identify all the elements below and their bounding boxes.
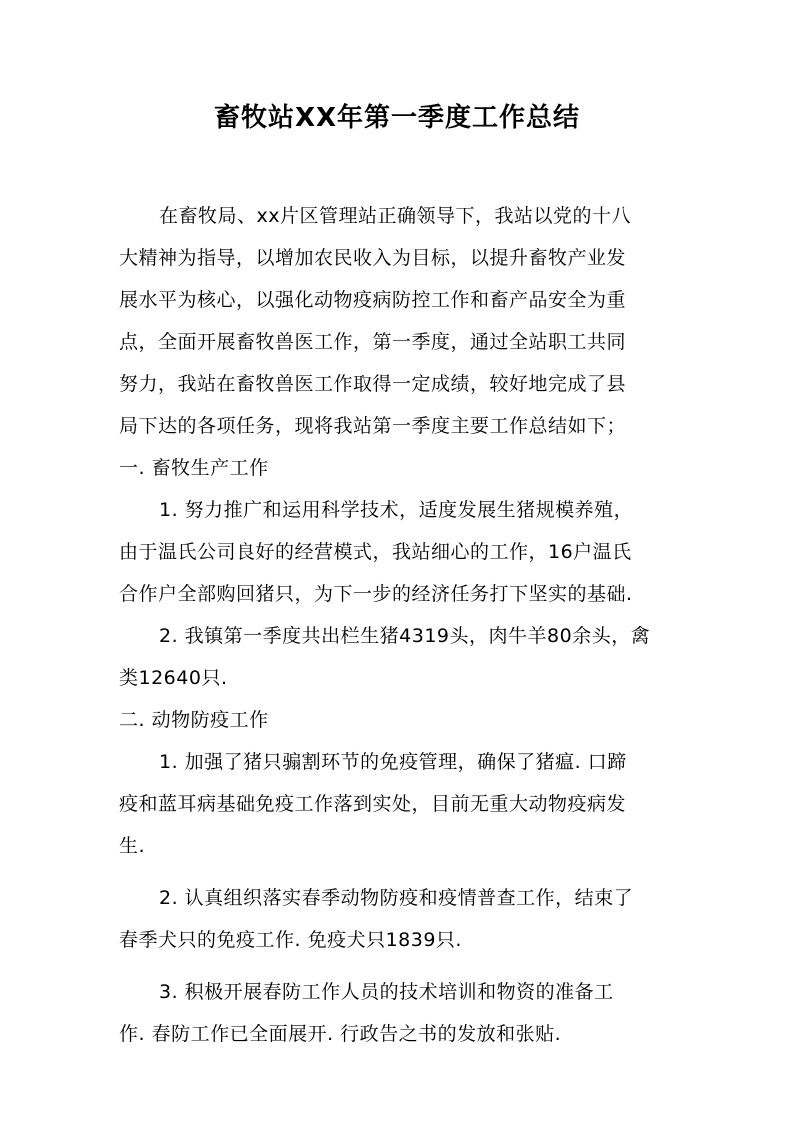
paragraph-line: 大精神为指导，以增加农民收入为目标，以提升畜牧产业发	[119, 247, 627, 269]
document-body	[119, 195, 691, 1055]
document-title: 畜牧站XX年第一季度工作总结	[213, 103, 581, 133]
paragraph-line: 作. 春防工作已全面展开. 行政告之书的发放和张贴.	[119, 1023, 562, 1045]
paragraph-line: 1. 努力推广和运用科学技术，适度发展生猪规模养殖，	[159, 499, 634, 521]
paragraph-line: 努力，我站在畜牧兽医工作取得一定成绩，较好地完成了县	[119, 373, 627, 395]
paragraph-line: 局下达的各项任务，现将我站第一季度主要工作总结如下；	[119, 415, 627, 437]
paragraph-line: 在畜牧局、xx片区管理站正确领导下，我站以党的十八	[159, 205, 631, 227]
paragraph-line: 春季犬只的免疫工作. 免疫犬只1839只.	[119, 929, 462, 951]
paragraph-line: 2. 我镇第一季度共出栏生猪4319头，肉牛羊80余头，禽	[159, 625, 651, 647]
paragraph-line: 点，全面开展畜牧兽医工作，第一季度，通过全站职工共同	[119, 331, 627, 353]
paragraph-line: 展水平为核心，以强化动物疫病防控工作和畜产品安全为重	[119, 289, 627, 311]
paragraph-line: 合作户全部购回猪只，为下一步的经济任务打下坚实的基础.	[119, 583, 633, 605]
paragraph-line: 类12640只.	[119, 667, 228, 689]
paragraph-line: 生.	[119, 835, 146, 857]
paragraph-line: 1. 加强了猪只骟割环节的免疫管理，确保了猪瘟. 口蹄	[159, 751, 627, 773]
paragraph-line: 3. 积极开展春防工作人员的技术培训和物资的准备工	[159, 981, 614, 1003]
section-heading: 二. 动物防疫工作	[119, 709, 269, 731]
paragraph-line: 由于温氏公司良好的经营模式，我站细心的工作，16户温氏	[119, 541, 632, 563]
paragraph-line: 2. 认真组织落实春季动物防疫和疫情普查工作，结束了	[159, 887, 634, 909]
paragraph-line: 疫和蓝耳病基础免疫工作落到实处，目前无重大动物疫病发	[119, 793, 627, 815]
section-heading: 一. 畜牧生产工作	[119, 457, 269, 479]
